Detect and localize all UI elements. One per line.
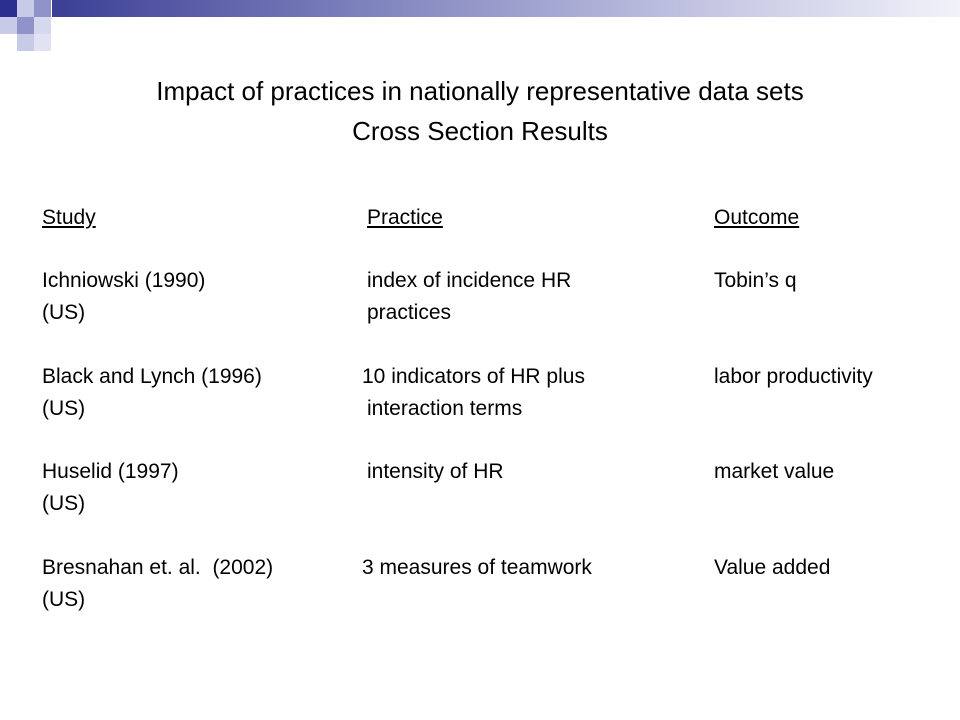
outcome-text: Tobin’s q bbox=[714, 269, 797, 292]
top-gradient-bar bbox=[52, 0, 960, 17]
corner-square bbox=[34, 0, 51, 17]
corner-square bbox=[17, 17, 34, 34]
corner-square bbox=[0, 0, 17, 17]
outcome-text: market value bbox=[714, 460, 835, 483]
study-country: (US) bbox=[42, 301, 86, 324]
practice-text: intensity of HR bbox=[367, 460, 504, 483]
header-practice: Practice bbox=[367, 206, 443, 229]
corner-square bbox=[17, 0, 34, 17]
study-name: Black and Lynch (1996) bbox=[42, 365, 262, 388]
corner-square bbox=[0, 17, 17, 34]
study-country: (US) bbox=[42, 397, 86, 420]
study-country: (US) bbox=[42, 492, 86, 515]
header-study: Study bbox=[42, 206, 96, 229]
slide-title: Impact of practices in nationally representative data sets bbox=[156, 76, 804, 106]
corner-square bbox=[34, 34, 51, 51]
study-country: (US) bbox=[42, 588, 86, 611]
practice-text: 10 indicators of HR plus bbox=[362, 365, 585, 388]
practice-text: 3 measures of teamwork bbox=[362, 556, 592, 579]
corner-square bbox=[17, 34, 34, 51]
outcome-text: Value added bbox=[714, 556, 831, 579]
practice-text-cont: practices bbox=[367, 301, 452, 324]
corner-square bbox=[34, 17, 51, 34]
study-name: Bresnahan et. al. (2002) bbox=[42, 556, 274, 579]
slide-subtitle: Cross Section Results bbox=[352, 116, 608, 146]
study-name: Huselid (1997) bbox=[42, 460, 179, 483]
header-outcome: Outcome bbox=[714, 206, 800, 229]
outcome-text: labor productivity bbox=[714, 365, 873, 388]
practice-text-cont: interaction terms bbox=[367, 397, 523, 420]
practice-text: index of incidence HR bbox=[367, 269, 572, 292]
study-name: Ichniowski (1990) bbox=[42, 269, 206, 292]
